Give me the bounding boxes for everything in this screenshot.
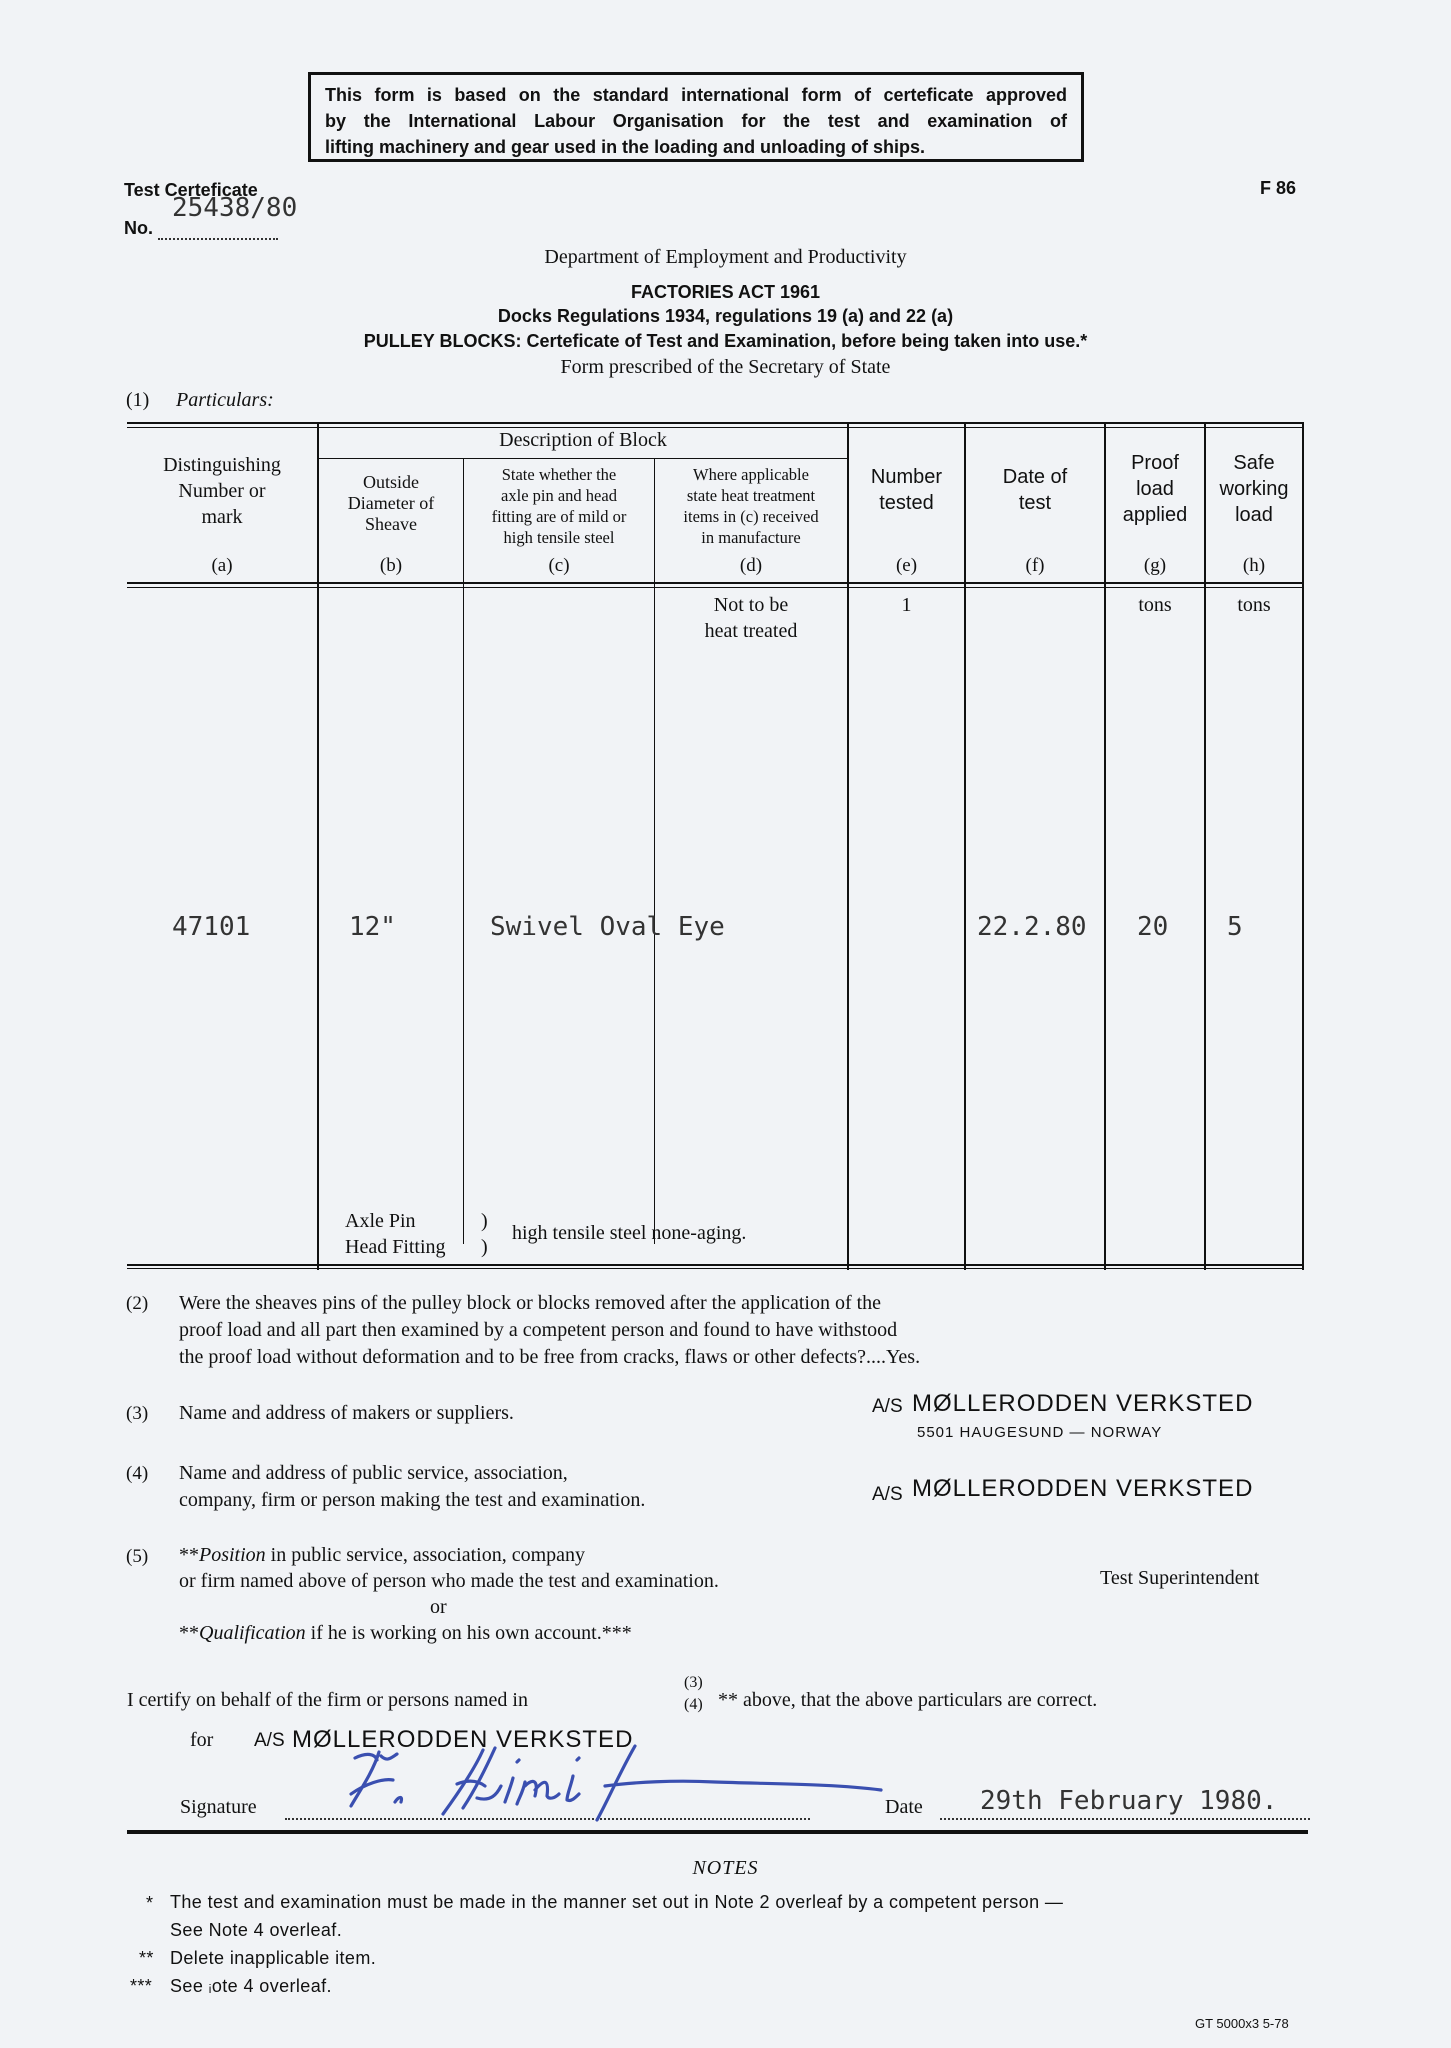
date-label: Date: [885, 1796, 923, 1818]
certify-text-start: I certify on behalf of the firm or persons named in: [127, 1689, 528, 1711]
as-prefix: A/S: [872, 1396, 903, 1417]
column-header-e: Number tested: [870, 466, 943, 514]
table-rule: [1302, 422, 1304, 1270]
ilo-notice-box: [308, 72, 1084, 162]
section-4-text: Name and address of public service, association, company, firm or person making the test and examination.: [179, 1462, 646, 1511]
ilo-notice-line: by the International Labour Organisation for the test and examination of: [325, 111, 1067, 131]
table-rule: [317, 422, 319, 1270]
heat-treatment-note: Not to be heat treated: [704, 594, 798, 642]
section-3-number: (3): [126, 1403, 149, 1424]
certify-text-end: ** above, that the above particulars are correct.: [718, 1689, 1098, 1711]
particulars-table: [127, 422, 1304, 1270]
fitting-value: Swivel Oval Eye: [490, 912, 725, 942]
form-code: F 86: [1260, 178, 1297, 198]
handwritten-signature: [335, 1740, 895, 1840]
note-mark: ***: [130, 1976, 153, 1996]
column-letter-f: (f): [1025, 555, 1045, 576]
maker-name: MØLLERODDEN VERKSTED: [912, 1390, 1254, 1417]
section-5-line-3: **Qualification if he is working on his own account.***: [179, 1622, 632, 1644]
column-header-g: Proof load applied: [1122, 452, 1188, 526]
tester-name: MØLLERODDEN VERKSTED: [912, 1475, 1254, 1502]
note-2: Delete inapplicable item.: [170, 1948, 377, 1968]
section-5-or: or: [430, 1596, 447, 1618]
column-letter-h: (h): [1242, 555, 1266, 576]
for-firm-name: MØLLERODDEN VERKSTED: [292, 1726, 634, 1753]
table-rule: [127, 582, 1304, 584]
notes-title: NOTES: [692, 1857, 759, 1879]
safe-load-unit: tons: [1237, 594, 1271, 616]
as-prefix: A/S: [254, 1730, 285, 1751]
axle-pin-label: Axle Pin: [345, 1210, 416, 1232]
section-5-line-2: or firm named above of person who made the test and examination.: [179, 1570, 719, 1592]
certificate-number: 25438/80: [172, 193, 298, 223]
bracket: ): [481, 1236, 488, 1258]
column-header-b: Outside Diameter of Sheave: [347, 472, 435, 534]
section-5-line-1: **Position in public service, association, company: [179, 1544, 586, 1566]
table-rule: [1104, 422, 1106, 1270]
steel-note: high tensile steel none-aging.: [512, 1222, 747, 1244]
table-rule: [127, 422, 1304, 424]
column-header-h: Safe working load: [1219, 452, 1289, 526]
ilo-notice-line: This form is based on the standard international form of certeficate approved: [325, 85, 1067, 105]
sheave-diameter-value: 12": [349, 912, 396, 942]
particulars-number: (1): [126, 389, 150, 411]
maker-address: 5501 HAUGESUND — NORWAY: [917, 1424, 1163, 1441]
section-2-number: (2): [126, 1293, 149, 1314]
head-fitting-label: Head Fitting: [345, 1236, 446, 1258]
column-header-a: Distinguishing Number or mark: [163, 454, 281, 528]
note-mark: *: [146, 1893, 154, 1913]
print-code: GT 5000x3 5-78: [1195, 2016, 1289, 2031]
regulations-heading: Docks Regulations 1934, regulations 19 (a) and 22 (a): [497, 306, 954, 326]
column-letter-a: (a): [211, 555, 233, 576]
column-header-f: Date of test: [1002, 466, 1068, 514]
table-rule: [127, 1264, 1304, 1266]
section-2-text: Were the sheaves pins of the pulley block or blocks removed after the application of the proof load and all part then examined by a competent person and found to have withstood the proof load without deformation and to be free from cracks, flaws or other defects?....Yes.: [179, 1292, 921, 1368]
note-3: See ᵢote 4 overleaf.: [170, 1976, 332, 1996]
position-value: Test Superintendent: [1100, 1567, 1260, 1589]
note-mark: **: [139, 1948, 154, 1968]
column-header-d: Where applicable state heat treatment items in (c) received in manufacture: [683, 465, 819, 547]
table-rule: [319, 458, 847, 459]
test-date-value: 22.2.80: [977, 912, 1087, 942]
certificate-label: Test Certeficate: [124, 180, 258, 200]
department-heading: Department of Employment and Productivity: [544, 246, 907, 268]
date-value: 29th February 1980.: [980, 1786, 1278, 1816]
act-heading: FACTORIES ACT 1961: [630, 282, 821, 302]
signature-label: Signature: [180, 1796, 257, 1818]
column-letter-g: (g): [1143, 555, 1167, 576]
column-header-c: State whether the axle pin and head fitting are of mild or high tensile steel: [491, 465, 627, 547]
proof-load-unit: tons: [1138, 594, 1172, 616]
safe-load-value: 5: [1227, 912, 1243, 942]
description-group-header: Description of Block: [499, 429, 667, 451]
note-1: The test and examination must be made in the manner set out in Note 2 overleaf by a competent person — See Note 4 overleaf.: [170, 1892, 1064, 1940]
section-5-number: (5): [126, 1546, 149, 1567]
table-rule: [654, 458, 655, 1244]
proof-load-value: 20: [1137, 912, 1169, 942]
for-label: for: [190, 1729, 214, 1751]
number-tested-value: 1: [901, 594, 912, 616]
certify-ref-bottom: (4): [684, 1696, 703, 1713]
prescribed-heading: Form prescribed of the Secretary of State: [560, 356, 891, 378]
particulars-label: Particulars:: [176, 389, 274, 411]
table-rule: [1204, 422, 1206, 1270]
block-mark-value: 47101: [172, 912, 251, 942]
table-rule: [463, 458, 464, 1244]
certificate-no-label: No.: [124, 218, 153, 238]
ilo-notice-line: lifting machinery and gear used in the loading and unloading of ships.: [325, 137, 926, 157]
certificate-number-dotline: [158, 238, 278, 240]
table-rule: [127, 1268, 1304, 1269]
column-letter-d: (d): [739, 555, 763, 576]
section-4-number: (4): [126, 1463, 149, 1484]
column-letter-b: (b): [379, 555, 403, 576]
table-rule: [964, 422, 966, 1270]
as-prefix: A/S: [872, 1484, 903, 1505]
certify-ref-top: (3): [684, 1674, 703, 1691]
bracket: ): [481, 1210, 488, 1232]
divider: [127, 1830, 1308, 1834]
section-3-label: Name and address of makers or suppliers.: [179, 1402, 514, 1424]
column-letter-c: (c): [548, 555, 570, 576]
date-line: [940, 1818, 1310, 1820]
table-rule: [847, 422, 849, 1270]
column-letter-e: (e): [895, 555, 918, 576]
table-rule: [127, 587, 1304, 588]
form-title: PULLEY BLOCKS: Certeficate of Test and Examination, before being taken into use.*: [363, 331, 1088, 351]
